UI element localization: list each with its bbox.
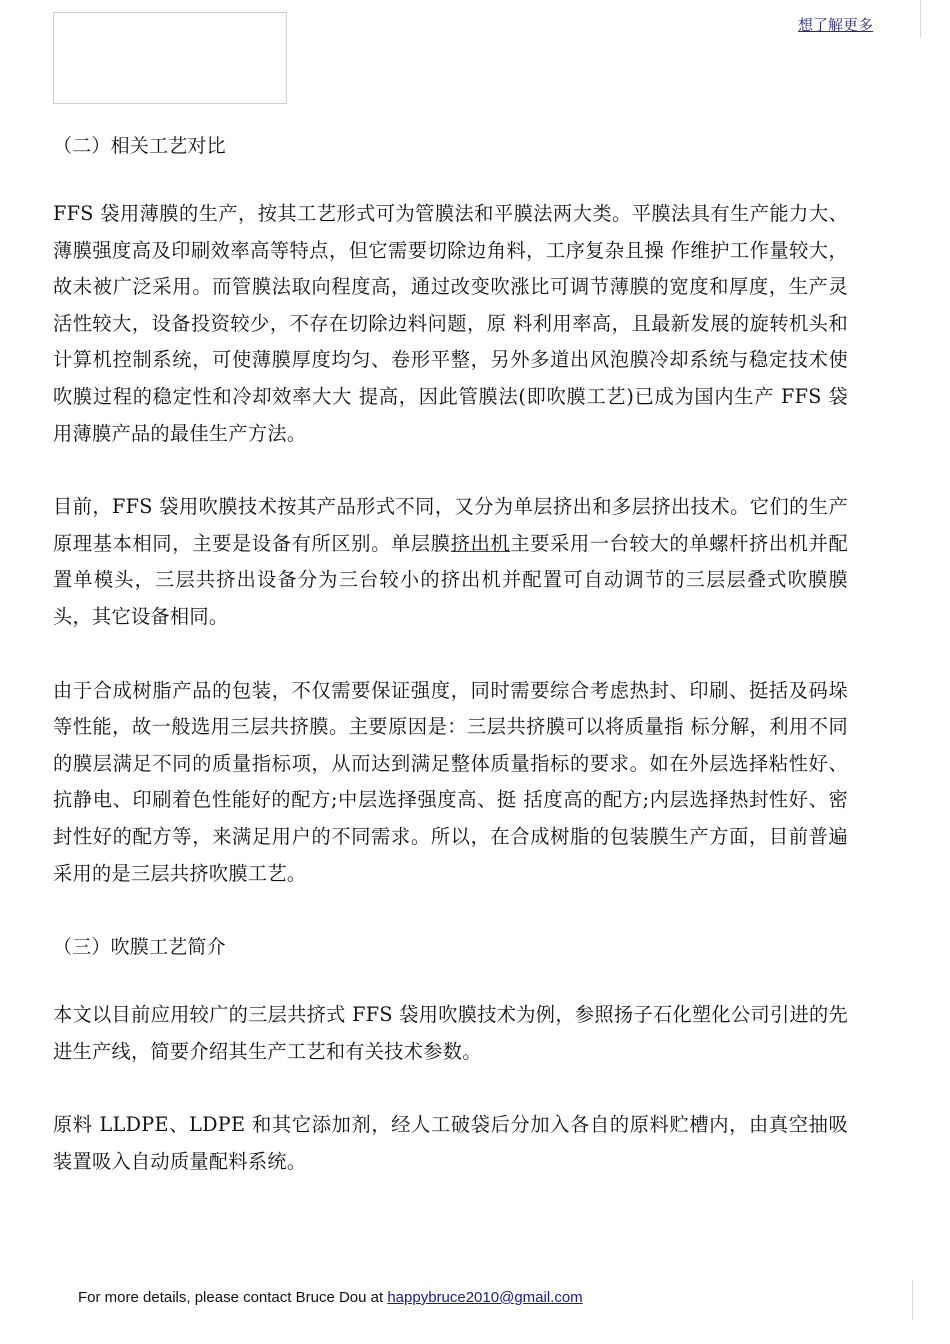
paragraph-ffs-film-production: FFS 袋用薄膜的生产，按其工艺形式可为管膜法和平膜法两大类。平膜法具有生产能力大、薄膜强度高及印刷效率高等特点，但它需要切除边角料，工序复杂且操 作维护工作量较大，故未被广泛采用。而管膜法取向程度高，通过改变吹涨比可调节薄膜的宽度和厚度，生产灵活性较大，设备投资较少，不存在切除边料问题，原 料利用率高，且最新发展的旋转机头和计算机控制系统，可使薄膜厚度均匀、卷形平整，另外多道出风泡膜冷却系统与稳定技术使吹膜过程的稳定性和冷却效率大大 提高，因此管膜法(即吹膜工艺)已成为国内生产 FFS 袋用薄膜产品的最佳生产方法。	[53, 202, 848, 445]
image-placeholder	[53, 12, 287, 104]
footer-contact	[78, 1289, 583, 1306]
section-heading-related-process: （二）相关工艺对比	[53, 135, 226, 157]
contact-email-link[interactable]: happybruce2010@gmail.com	[387, 1289, 583, 1306]
page-edge-line	[920, 0, 921, 38]
document-body	[53, 128, 848, 1217]
learn-more-link[interactable]: 想了解更多	[798, 16, 874, 34]
paragraph-raw-materials: 原料 LLDPE、LDPE 和其它添加剂，经人工破袋后分加入各自的原料贮槽内，由真空抽吸装置吸入自动质量配料系统。	[53, 1113, 848, 1173]
paragraph-text: 主要采用一台较大的单螺杆挤出机并配置单模头，三层共挤出设备分为三台较小的挤出机并配置可自动调节的三层层叠式吹膜膜头，其它设备相同。	[53, 531, 848, 628]
page-edge-line	[912, 1280, 913, 1320]
paragraph-text: 目前，FFS 袋用吹膜技术按其产品形式不同，又分为单层挤出和多层挤出技术。它们的生产原理基本相同，主要是设备有所区别。单层膜	[53, 495, 848, 555]
paragraph-coextrusion-reasons: 由于合成树脂产品的包装，不仅需要保证强度，同时需要综合考虑热封、印刷、挺括及码垛等性能，故一般选用三层共挤膜。主要原因是：三层共挤膜可以将质量指 标分解，利用不同的膜层满足不同的质量指标项，从而达到满足整体质量指标的要求。如在外层选择粘性好、抗静电、印刷着色性能好的配方;中层选择强度高、挺 括度高的配方;内层选择热封性好、密封性好的配方等，来满足用户的不同需求。所以，在合成树脂的包装膜生产方面，目前普遍采用的是三层共挤吹膜工艺。	[53, 678, 848, 885]
paragraph-example-line: 本文以目前应用较广的三层共挤式 FFS 袋用吹膜技术为例，参照扬子石化塑化公司引进的先进生产线，简要介绍其生产工艺和有关技术参数。	[53, 1003, 848, 1063]
extruder-link[interactable]: 挤出机	[450, 531, 511, 555]
footer-text: For more details, please contact Bruce Dou at	[78, 1289, 388, 1306]
paragraph-blown-film-technology	[53, 489, 848, 635]
section-heading-blown-film-intro: （三）吹膜工艺简介	[53, 936, 226, 959]
